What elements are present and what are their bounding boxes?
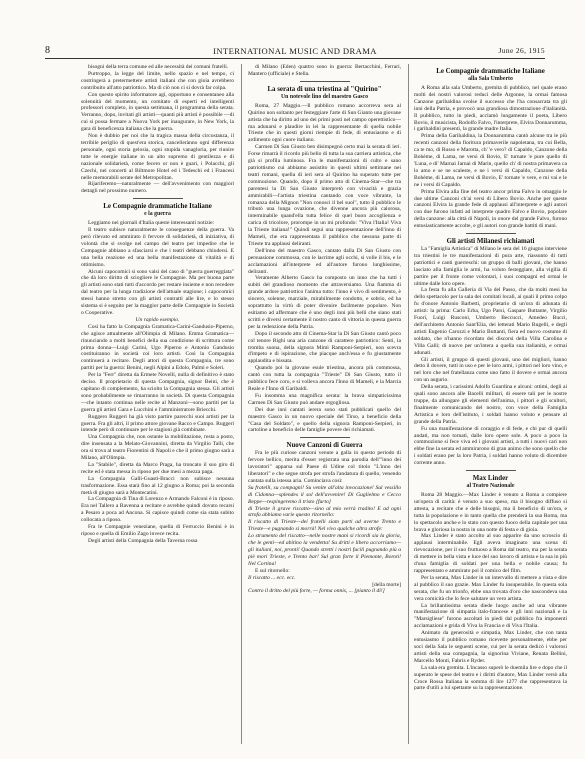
paragraph: Veramente Alberto Gasco ha composto un inno che ha tutti i subiti del grandioso momento che attraversiamo. Una fiamma di grande ardore patriottico l'anima tutto: l'inno è vivo di sentimento, è sincero, solenne, marziale, mirabilmente condotto, e sobrio, ed ha soprattutto la virtù di poter divenire facilmente popolare. Non esitiamo ad affermare che è uno degli inni più belli che siano stati scritti e diversi certamente il nostro canto di vittoria in questa guerra per la redenzione della Patria. xyxy=(248,275,401,330)
column-1 xyxy=(81,64,234,744)
verse-line: di Trieste il grave riscatto—sino al mio verrà tradito! E ad ogni strofa abbiamo varie questo ritornello: xyxy=(248,505,401,519)
paragraph: La festa fu alla Galleria di Via del Passo, che da molti mesi ha dello spettacolo per la sala dei comitati locali, ai quali il primo colpo fu d'onore Antonio Barbetti, proprietario di un'ora di adunata di artisti: la prima: Carlo Erba, Ugo Parsi, Gaspare Buttante, Virgilio Fuori, Luigi Rusconi, Umberto Beccucci, Amedeo Bucci, dell'architetto Antonio Sant'Elia, dei letterati Mario Bugelli, e degli artisti Eugenio Carozzi e Mario Buttanti, fiera ed nuovo costume di soldato, che n'hanno ricordato dei discorsi della Villa Carolina e Villa Galli; di nuovo per un'intera a quella sua italianità, e ormai adunati. xyxy=(414,287,567,356)
column-3 xyxy=(414,64,567,744)
paragraph: Alcuni capocomici si sono valsi del caso di "guerra guerreggiata" che dà loro diritto di sciogliere le Compagnie. Ma per buona parte gli artisti sono stati tutti d'accordo per restare insieme e non recedere dal teatro per la lunga tradizione dell'attuale stagione; i capocomici stessi hanno stretto con gli artisti contratti alle lire, e lo stesso sistema si è seguito per la maggior parte delle Compagnie in Società o Cooperative. xyxy=(81,268,234,316)
article-subheadline: e la guerra xyxy=(144,211,171,218)
running-header xyxy=(45,45,545,59)
article-headline: La serata di una triestina al "Quirino" xyxy=(267,85,382,93)
paragraph: bisogni della terra comune ed alle necessità dei comuni fratelli. xyxy=(88,64,229,70)
column-divider xyxy=(408,64,409,744)
paragraph: Fra le più curiose canzoni venute a galla in questo periodo di fervore bellico, merita d'esser registrata una parodia dell'"inno dei lavoratori" apparsa sul Paese di Udine col titolo "L'inno dei liberatori" e che segue strofa per strofa l'andatura di quello, venendo cantata sulla istessa aria. Cominciava così: xyxy=(248,450,401,484)
verse-line: Contro il dritto del più forte, — forma onnis, ... [pianto il di!] xyxy=(248,588,385,595)
paragraph: E sul ritornello: xyxy=(255,567,290,574)
article-headline: Le Compagnie drammatiche Italiane xyxy=(103,203,212,211)
section-note: Un rapido esempio. xyxy=(135,316,180,323)
paragraph: La sala era gremita. L'incasso superò le duemila lire e dopo che il superato le spese del teatro e i diritti d'autore, Max Linder versò alla Croce Rossa Italiana la somma di lire 1277 che rappresentava la parte d'utili a lui spettante su la rappresentazione. xyxy=(414,664,567,692)
article-separator xyxy=(300,81,350,82)
paragraph: Gli artisti, il gruppo di questi giovani, uno dei migliori, hanno detto il dovere, tutti in uso e per le loro armi, i pittori nel loro vino, e nel loro che nel fratellanza come uno fatto il dovere e ormai ancora con un augurio. xyxy=(414,356,567,384)
paragraph: Per la serata, Max Linder in un intervallo di mettere a vista e dire al pubblico il suo grazie. Max Linder fu insuperabile. In questa sola serata, che fu un trionfo, ebbe una trovata d'oro che nascondeva una vera comicità che lo fece salutare un vero artista. xyxy=(414,574,567,602)
paragraph: Fu una manifestazione di coraggio e di fede, e chi pur di quelli andati, ma non tornati, dalle loro opere sole. A poco a poco la commozione si fece viva ed i giovani artisti, a tutti i nuovi cari non ebbe fine la serata ed ammirarono di gran animo che sono quello che i soldati erano per la loro Patria, i soldati hanno voluto di dicembre corrente anno. xyxy=(414,425,567,467)
issue-date: June 26, 1915 xyxy=(498,46,545,55)
paragraph: La "Famiglia Artistica" di Milano le sera del 16 giugno interviene tra triestini le tre manifestazioni di pura arte, riassunto di tutti patriottici e canti guerreschi: un gruppo di balli giovani, che hanno lasciato alla famiglia le armi, ha voluto festeggiare, alla vigilia di partire per il fronte come volontari, i suoi compagni ed ormai le ultime dalle loro opere. xyxy=(414,246,567,287)
paragraph: Della serata, i carissimi Adolfo Guardina e alcuni: ottimi, degli ai quali sono ancora alle Bacelli militari, di essere tali per le nostre truppe, da allungare gli elementi dell'anima, i pittori e gli scultori, finalmente comunicando del nostro, con voce della Famiglia Artistica e loro dell'istituto, i soldati hanno voluto e pensare al grande della Patria. xyxy=(414,384,567,425)
paragraph: La Compagnia di Tina di Lorenzo e Armando Falconi è in riposo. Era nel Tallero a Ravenna a recitare e avrebbe quindi dovuto recarsi a Pesaro a poca ad Ancona. Si capisce quindi come sia stata subito collocata a riposo. xyxy=(81,496,234,524)
paragraph: Il teatro subisce naturalmente le conseguenze della guerra. Va però rilevato ed ammirato il fervore di solidarietà, di iniziativa, di volontà che si svolge nel campo del teatro per impedire che le Compagnie abbiano a sfasciarsi e che i teatri debbano chiudersi. E una bella reazione ed una bella manifestazione di vitalità e di ottimismo. xyxy=(81,227,234,268)
paragraph: Roma, 27 Maggio.—Il pubblico romano accorreva sera al Quirino non soltanto per festeggiare l'arte di Sun Gianto una giovane artista che ha diritto ad uno dei primi posti nel campo operettistico—ma adunarsi e plaudire in lei la rappresentante di quella nobile Trieste che in questi giorni riempie di fede, di entusiasmo e di ardimento ogni cuore italiano. xyxy=(248,102,401,144)
column-divider xyxy=(241,64,242,744)
article-separator xyxy=(466,470,516,471)
paragraph: La Compagnia Galli-Guasti-Bracci non subisce nessuna trasformazione. Essa starà fino al 12 giugno a Roma; poi la seconda metà di giugno sarà a Montecatini. xyxy=(81,475,234,496)
paragraph: Con questo spirito informatore agì, opportuno e consentaneo alla solennità del momento, un comitato di esperti ed intelligenti professori completo, in questa settimana, il programma della serata. Verranno, dopo, invitati gli artisti—quanti più artisti è possibile —di cui si possa fermare a Nuova York per inaugurare, in New York, la gara di beneficenza italiana che la guerra. xyxy=(81,91,234,133)
paragraph: Fra le Compagnie veneziane, quella di Ferruccio Benini è in riposo e quella di Emilio Zago invece recita. xyxy=(81,524,234,537)
paragraph: Dell'inno del maestro Gasco, cantato dalla Di San Giusto con persuasione commossa, con le lacrime agli occhi, si volle il bis, e le acclamazioni all'interprete ed all'autore furono lunghissime, deliranti. xyxy=(248,247,401,275)
paragraph: La brillantissima serata diede luogo anche ad una vibrante manifestazione di simpatia italo-francese e gli inni nazionali e la "Marsigliese" furono ascoltati in piedi dal pubblico fra imponenti acclamazioni e grida di Viva la Francia e di Viva l'Italia. xyxy=(414,602,567,630)
paragraph: Rijariferemo—naturalmente — dell'avvenimento con maggiori dettagli nel prossimo numero. xyxy=(81,181,234,195)
header-rule xyxy=(45,58,545,59)
verse-line: Il riscatto di Trieste—dei fratelli siam parti ad averne Trento e Trieste—e pugnando si morrà! Nel vivo qualche altra strofe: xyxy=(248,519,401,533)
article-headline: Gli artisti Milanesi richiamati xyxy=(446,238,535,246)
paragraph: Così ha fatto la Compagnia Gramatica-Carini-Gandusio-Piperno, che agisce attualmente all'Olimpia di Milano. Emma Gramatica—rinunciando a molti benefici della sua condizione di scrittura come prima donna—Luigi Carini, Ugo Piperno e Antonio Gandusio costituiranno in società coi loro artisti. Così la Compagnia continuerà a recitare. Degli attori di questa Compagnia, tre sono partiti per la guerra: Benini, negli Alpini a Edolo, Palmi e Soleri. xyxy=(81,323,234,372)
page-number: 8 xyxy=(45,45,51,56)
article-separator xyxy=(466,233,516,234)
paragraph: Ruggero Ruggeri ha già visto partire parecchi suoi artisti per la guerra. Fra gli altri, il primo attore giovane Racco e Campo. Ruggeri intende però di continuare per le stagioni già combinate. xyxy=(81,413,234,434)
paragraph: Non è dubbio per noi che la tragica massa della circostanza, il terribile periglio di quest'era storica, cancellerànno ogni differenza personale, ogni storia gelosia, ogni stupida vanagloria, per riunire tutte le energie italiane in un alto supremo di gentilezza e di nazionale solidarietà, come fecero or non è guari, i Polacchi, gli Czechi, nei concerti al Biltmore Hotel ed i Tedeschi ed i Francesi nelle memorabili serate del Metropolitan. xyxy=(81,133,234,181)
paragraph: Animato da generosità e simpatia, Max Linder, che con tanta entusiasmo il pubblico romano ricevette personalmente, ebbe per soci della Sala le seguenti scene, cui per la serata dedicò i valorosi artisti della sua compagnia, la signorina Viviane, Renata Bellini, Marcello Monti, Fabris e Ryder. xyxy=(414,630,567,664)
paragraph: Prima Elvira alla fine del teatro ancor prima Falvo in omaggio le due ultime Canzoni ch'ai versi di Libero Bovio. Anche per queste canzoni Elvira la grande fede di applausi all'interprete e agli autori con due furono infatti ad interprete quadro Falvo e Bovio, popolare della canzone: alla città di Napoli, in onore del grande Falvo, furono entusiasticamente accolte, e gli autori con grande battiti di mani. xyxy=(414,188,567,230)
paragraph: Quando poi la giovane esule triestina, ancora più commossa, cantò con tutta la compagnia "Trieste" Di San Giusto, tutto il pubblico fece coro, e si volleva ancora l'Inno di Mameli, e la Marcia Reale e l'Inno di Garibaldi. xyxy=(248,365,401,392)
paragraph: Fu insomma una magnifica serata: la brava simpaticissima Carmen Di San Giusto può andare orgogliosa. xyxy=(248,392,401,406)
verse-line: Su fratelli, su compagni! Su venite all'alta invocazione! Sul vessillo di Cidonna—splendes il sol dell'avvenire! Di Guglielmo e Cecco Beppe—respingeremo il tristo [furto] xyxy=(248,484,401,505)
article-subheadline: alla Sala Umberto xyxy=(468,76,513,82)
article-subheadline: al Teatro Nazionale xyxy=(466,483,515,490)
verse-bracket: [della morte] xyxy=(372,581,401,588)
article-headline: Nuove Canzoni di Guerra xyxy=(286,442,363,450)
paragraph: di Milano (Eden) quattro sono in guerra: Bertacchini, Ferrari, Mantero (ufficiale) e Stella. xyxy=(248,64,401,77)
magazine-title: INTERNATIONAL MUSIC AND DRAMA xyxy=(213,46,377,56)
verse-line: Lo strumento del riscatto—nelle nostre mani si ricordi sia la gloria, che le genti—ed abitino la vendetta! Su dritti e libero accorriamo—gli italiani, noi, pronti! Quando stretti i nostri fucili pugnando più a piè mori Trieste, e Trento bar! Sul gran forte il Piemonte, Boroti! Nel Cortina! xyxy=(248,533,401,567)
paragraph: Una Compagnia che, non ostante la mobilitazione, resta a posto, dire insensata a la Melato-Giovannini, diretta da Virgilio Talli, che ora si trova al teatro Fiorentini di Napoli e che il primo giugno sarà a Milano, all'Olimpia. xyxy=(81,434,234,462)
article-headline: Le Compagnie drammatiche Italiane xyxy=(436,68,545,75)
paragraph: La "Stabile", diretta da Marco Praga, ha troncato il suo giro di recite ed è stata messa in riposo per due mesi a mezza paga. xyxy=(81,461,234,475)
column-2 xyxy=(248,64,401,744)
article-subheadline: Un notevole lino del maestro Gasco xyxy=(280,93,368,100)
paragraph: Roma 28 Maggio.—Max Linder è venuto a Roma a compiere un'opera di carità: è venuto a suo speso, ma il bisogno diffuso si attesta, a recitare che e delle bisogni, ma il beneficio di un'ora, e tutta la popolazione e in tanto quella che prenderà la sua Roma, ma lo spettacolo anche e lo stato con questo fuoco della capitale per una brava e gloriosa la nostra in una notte di festa e di gioia. xyxy=(414,492,567,533)
paragraph: A Roma alla sala Umberto, gremita di pubblico, nel quale erano molti dei nostri valorosi reduci delle Argonne, la ormai famosa Canzone garibaldina svolse il successo che l'ha consacrata tra gli inni della Patria, e provocò una grandiosa dimostrazione d'italianità. Il pubblico, tutto in piedi, acclamò lungamente il poeta, Libero Bovio, il musicista, Rodolfo Falvo, l'interprete, Elvira Donnarumma, i garibaldini presenti, la grande madre Italia. xyxy=(414,85,567,133)
article-separator xyxy=(133,198,183,199)
article-headline: Max Linder xyxy=(472,475,509,483)
paragraph: Dopo il secondo atto di Cinema-Star la Di San Giusto cantò poco col tenore Righi una aria canzone di carattere patriottico: Senti, la tromba suona, della signora Mimì Ramponi-Serpieri, non scevra d'impeto e di ispirazione, che piacque anch'essa e fu giustamente applaudita e bissata. xyxy=(248,330,401,365)
paragraph: Purtroppo, la legge del limite, nello spazio e nel tempo, ci costringerà a pretermettere artisti italiani che con gioia avrebbero contribuito all'atto patriottico. Ma di ciò non ci si dovrà far colpa. xyxy=(81,70,234,91)
paragraph: Max Linder è stato accolto al suo apparire da uno scroscio di applausi interminabile. Egli aveva imaginato una scena di rievocazione, per il suo fruttuoso a Roma dal teatro, ma per la serata di mettere in bella vista e luce del suo lavoro di artista e la sua in più d'una famiglia di soldati per una bella e nobile causa; fu rappresentato e ammirato poi il comico del film. xyxy=(414,533,567,574)
verse-line: Il riscatto ... ecc. ecc. xyxy=(248,574,296,581)
paragraph: Leggiamo nei giornali d'Italia queste interessanti notizie: xyxy=(88,220,215,227)
article-separator xyxy=(300,437,350,438)
paragraph: Carmen Di San Giusto ben disimpegnò certo mai la serata di ieri. Forse rimarrà il ricordo più bello di tutta la sua carriera artistica, che già si profila luminosa. Fra le manifestazioni di culto e sano patriottismo cui abbiamo assistito in questi ultimi settimane nei teatri romani, quella di ieri sera al Quirino ha superato tutte per commozione. Quando, dopo il primo atto di Cinema-Star—che tra parentesi la Di San Giusto interpretò con vivacità e grazia ammirabili—l'artista triestina cantando con voce vibrante, la romanza della Mignon "Non conosci il bel suol", tutto il pubblico le tributò una lunga ovazione, che divenne ancora più calorosa, interminabile quand'ella tutta felice di quel buon accoglienza e carica di tricolore, prorompe in un mi profondo: "Viva l'Italia! Viva la Trieste italiana!" Quindi seguì una rappresentazione dell'inno di Mameli, che era rappresentata il pubblico che nessuna parte di Trieste tra applausi deliranti. xyxy=(248,144,401,247)
paragraph: Prima della Garibaldina, la Donnarumma cantò alcune tra le più recenti canzoni della fioritura primaverile napoletana, tra cui Bella, ca te mo, di Russo e Marotta, ch' 'e vero? di Capaldo, Canzone della Bohème, di Lama, ne versi di Bovio, E' turnate 'e pure quello di 'Luna, e di' Marnai Jarnai di Marin, quello ch' di nostra primavera ca lo amo e se ne scaleste, e ne i versi di Capaldo, Canzone della Bohème, di Lama, ne versi di Bovio, E' tornate 'e vere, e mi vai e le ne i versi di Capaldo. xyxy=(414,133,567,188)
paragraph: Degli artisti della Compagnia della Taverna rossa xyxy=(88,537,198,544)
paragraph: Dei due inni cantati ierera sono stati pubblicati quello del maestro Gasco in un nuovo speciale del Tirso, a beneficio della "Casa del Soldato", e quello della signora Ramponi-Serpieri, in cartoline a beneficio delle famiglie povere dei richiamati. xyxy=(248,406,401,434)
paragraph: Per la "Ferr" diretta da Ermete Novelli, nulla di definitivo è stato deciso. Il proprietario di questa Compagnia, signor Beini, che è capitano di complemento, ha sciolto la Compagnia stessa. Gli artisti sono probabilmente se rimarranno in società. Di questa Compagnia—che intanto continua nelle recite al Manzoni—sono partiti per la guerra gli artisti Gara e Lucchini e l'amministratore Briecchi. xyxy=(81,372,234,413)
